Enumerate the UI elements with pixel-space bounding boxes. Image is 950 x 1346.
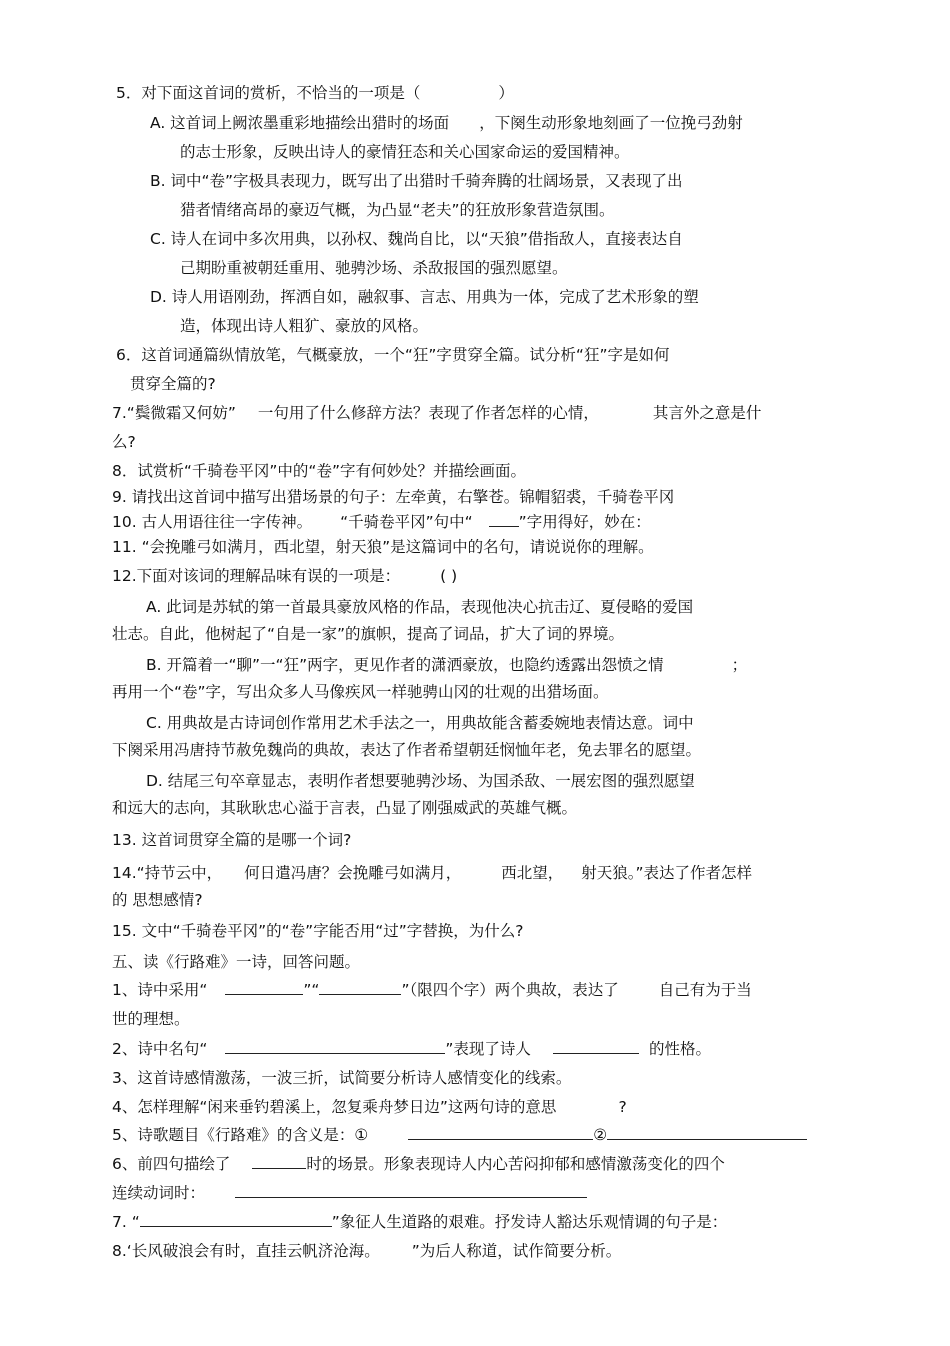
q5-close: ） [498,84,514,102]
p6-line-1 [112,1154,725,1174]
p5a-text: 5、诗歌题目《行路难》的含义是：① [112,1126,369,1144]
q12-option-d-1: D. 结尾三句卒章显志，表明作者想要驰骋沙场、为国杀敌、一展宏图的强烈愿望 [146,772,695,790]
q5-line [116,83,514,103]
q5a1b-text: ，下阕生动形象地刻画了一位挽弓劲射 [479,114,743,132]
q5-option-a-2: 的志士形象，反映出诗人的豪情狂态和关心国家命运的爱国精神。 [180,143,630,161]
p6a-text: 6、前四句描绘了 [112,1155,231,1173]
q14-line-1 [112,863,752,883]
q9-line: 9. 请找出这首词中描写出猎场景的句子：左牵黄，右擎苍。锦帽貂裘，千骑卷平冈 [112,488,675,506]
p7-blank[interactable] [140,1212,332,1227]
p8-line [112,1241,621,1261]
p1-line-1 [112,980,752,1000]
p5-blank-2[interactable] [607,1125,807,1140]
p2-blank-1[interactable] [225,1039,445,1054]
p4a-text: 4、怎样理解“闲来垂钓碧溪上，忽复乘舟梦日边”这两句诗的意思 [112,1098,557,1116]
q12b1-text: B. 开篇着一“聊”一“狂”两字，更见作者的潇洒豪放，也隐约透露出怨愤之情 [146,656,664,674]
q12-line [112,566,457,586]
q5a1-text: A. 这首词上阙浓墨重彩地描绘出猎时的场面 [150,114,450,132]
q12-paren: ( ) [440,567,458,585]
q7a-text: 7.“鬓微霜又何妨” [112,404,236,422]
q12-option-c-1: C. 用典故是古诗词创作常用艺术手法之一，用典故能含蓄委婉地表情达意。词中 [146,714,694,732]
q7b-text: 一句用了什么修辞方法？表现了作者怎样的心情， [257,404,599,422]
p1d-text: 自己有为于当 [658,981,752,999]
p8a-text: 8.‘长风破浪会有时，直挂云帆济沧海。 [112,1242,380,1260]
q6-line-2: 贯穿全篇的? [130,375,216,393]
q10c-text: ”字用得好，妙在： [518,513,651,531]
q14c-text: 西北望， [501,864,564,882]
q12b1-semicolon: ； [731,656,748,674]
p2a-text: 2、诗中名句“ [112,1040,208,1058]
q7-line-2: 么? [112,433,136,451]
p3-line: 3、这首诗感情激荡，一波三折，试简要分析诗人感情变化的线索。 [112,1069,572,1087]
q12-option-c-2: 下阕采用冯唐持节赦免魏尚的典故，表达了作者希望朝廷悯恤年老，免去罪名的愿望。 [112,741,702,759]
q12-option-b-2: 再用一个“卷”字，写出众多人马像疾风一样驰骋山冈的壮观的出猎场面。 [112,683,609,701]
q5-option-b-2: 猎者情绪高昂的豪迈气概，为凸显“老夫”的狂放形象营造氛围。 [180,201,615,219]
p7b-text: ”象征人生道路的艰难。抒发诗人豁达乐观情调的句子是： [331,1213,728,1231]
p5-blank-1[interactable] [408,1125,593,1140]
p5-line [112,1125,807,1145]
p4-line [112,1097,627,1117]
q14-line-2: 的 思想感情? [112,891,203,909]
p7a-text: 7. “ [112,1213,140,1231]
q15-line: 15. 文中“千骑卷平冈”的“卷”字能否用“过”字替换，为什么? [112,922,524,940]
p8b-text: ”为后人称道，试作简要分析。 [411,1242,622,1260]
q14b-text: 何日遣冯唐？会挽雕弓如满月， [244,864,462,882]
p6-blank-1[interactable] [252,1154,306,1169]
p1c-text: ”（限四个字）两个典故，表达了 [401,981,619,999]
p2-line [112,1039,711,1059]
p2b-text: ”表现了诗人 [445,1040,531,1058]
q12-text: 12.下面对该词的理解品味有误的一项是： [112,567,401,585]
q12-option-a-2: 壮志。自此，他树起了“自是一家”的旗帜，提高了词品，扩大了词的界境。 [112,625,625,643]
q10b-text: “千骑卷平冈”句中“ [340,513,473,531]
q5-option-c-1: C. 诗人在词中多次用典，以孙权、魏尚自比，以“天狼”借指敌人，直接表达自 [150,230,683,248]
q14a-text: 14.“持节云中， [112,864,223,882]
p1b-text: ”“ [303,981,320,999]
p1-blank-2[interactable] [319,980,401,995]
q5-option-d-1: D. 诗人用语刚劲，挥洒自如，融叙事、言志、用典为一体，完成了艺术形象的塑 [150,288,699,306]
p7-line [112,1212,727,1232]
q12-option-b-1 [146,655,747,675]
q5-text: 5．对下面这首词的赏析，不恰当的一项是（ [116,84,421,102]
q12-option-a-1: A. 此词是苏轼的第一首最具豪放风格的作品，表现他决心抗击辽、夏侵略的爱国 [146,598,694,616]
q7c-text: 其言外之意是什 [652,404,762,422]
q11-line: 11. “会挽雕弓如满月，西北望，射天狼”是这篇词中的名句，请说说你的理解。 [112,538,654,556]
p5b-text: ② [593,1126,608,1144]
p6b-text: 时的场景。形象表现诗人内心苦闷抑郁和感情激荡变化的四个 [306,1155,725,1173]
q6-line-1: 6．这首词通篇纵情放笔，气概豪放，一个“狂”字贯穿全篇。试分析“狂”字是如何 [116,346,670,364]
q14d-text: 射天狼。”表达了作者怎样 [581,864,752,882]
q5-option-a-1 [150,113,743,133]
p1a-text: 1、诗中采用“ [112,981,208,999]
p2c-text: 的性格。 [648,1040,711,1058]
q8-line: 8．试赏析“千骑卷平冈”中的“卷”字有何妙处？并描绘画面。 [112,462,526,480]
q5-option-d-2: 造，体现出诗人粗犷、豪放的风格。 [180,317,429,335]
p6-blank-2[interactable] [235,1183,587,1198]
p1-blank-1[interactable] [225,980,303,995]
p4b-text: ? [618,1098,627,1116]
q12-option-d-2: 和远大的志向，其耿耿忠心溢于言表，凸显了刚强威武的英雄气概。 [112,799,578,817]
q5-option-c-2: 己期盼重被朝廷重用、驰骋沙场、杀敌报国的强烈愿望。 [180,259,568,277]
p6-line-2 [112,1183,587,1203]
p6c-text: 连续动词时： [112,1184,206,1202]
q13-line: 13. 这首词贯穿全篇的是哪一个词? [112,831,352,849]
q10-line [112,512,651,532]
p1-line-2: 世的理想。 [112,1010,190,1028]
q10-blank[interactable] [489,512,519,527]
q7-line-1 [112,403,761,423]
p2-blank-2[interactable] [553,1039,639,1054]
q10a-text: 10. 古人用语往往一字传神。 [112,513,313,531]
q5-option-b-1: B. 词中“卷”字极具表现力，既写出了出猎时千骑奔腾的壮阔场景，又表现了出 [150,172,683,190]
section-5-heading: 五、读《行路难》一诗，回答问题。 [112,953,361,971]
